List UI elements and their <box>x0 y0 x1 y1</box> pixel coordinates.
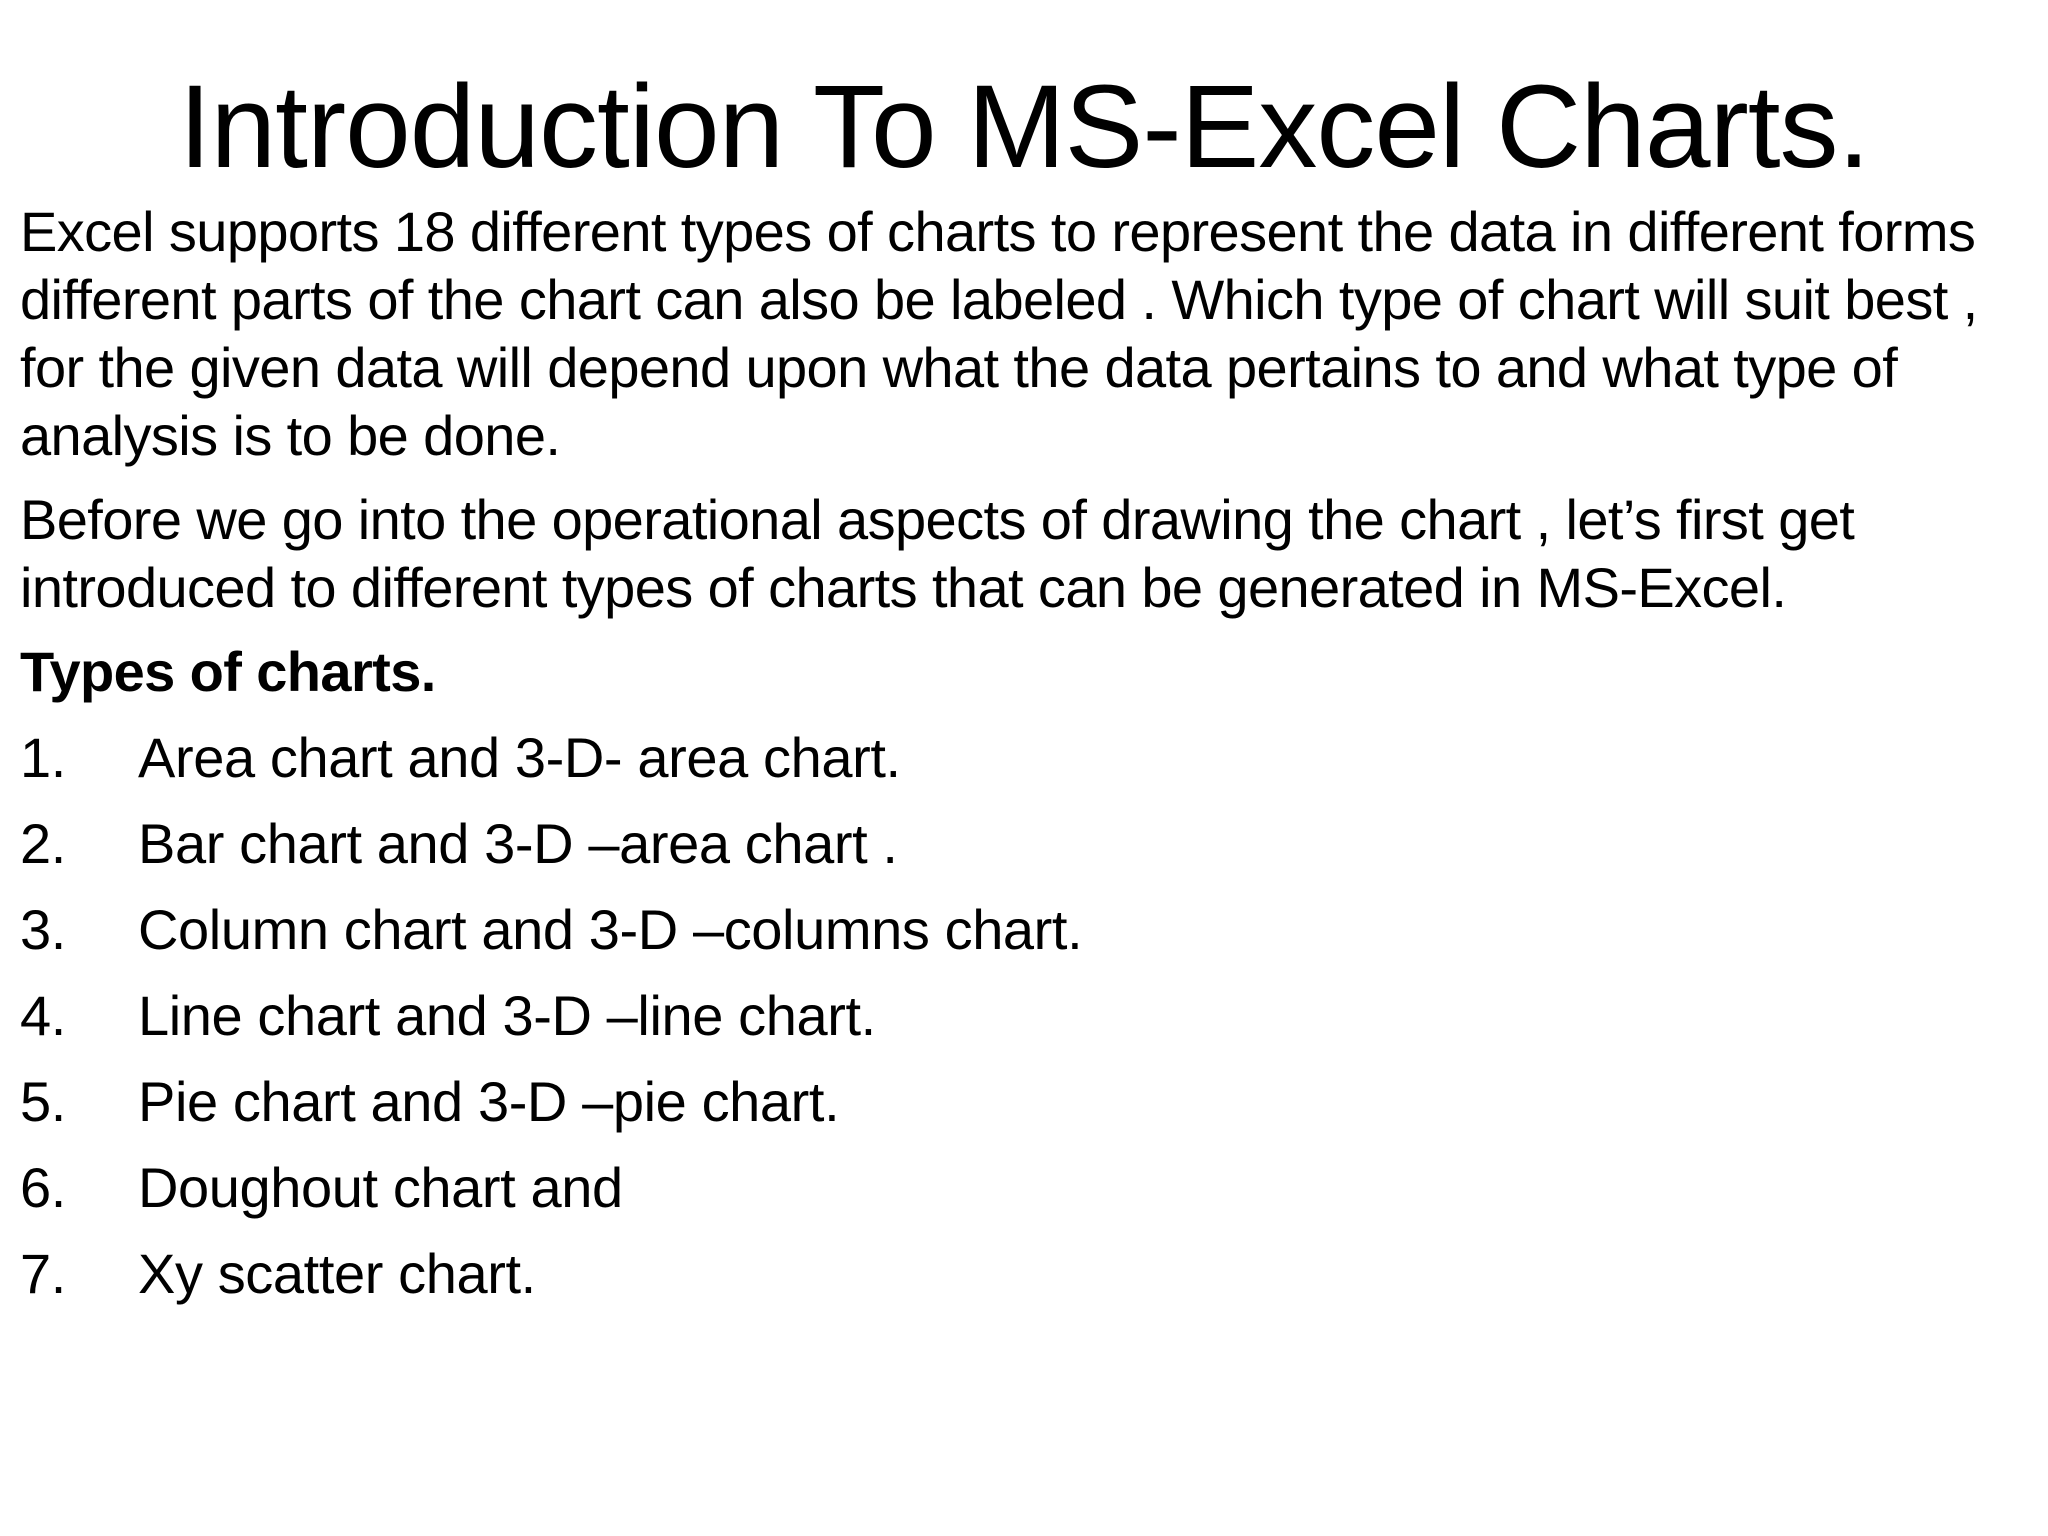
list-item <box>20 810 2020 878</box>
list-text: Bar chart and 3-D –area chart . <box>138 812 898 875</box>
list-item <box>20 724 2020 792</box>
slide-title: Introduction To MS-Excel Charts. <box>178 61 1870 193</box>
slide-body <box>20 198 2020 1326</box>
list-text: Doughout chart and <box>138 1156 623 1219</box>
context-paragraph: Before we go into the operational aspects of drawing the chart , let’s first get introduced to different types of charts that can be generated in MS-Excel. <box>20 488 1855 619</box>
list-text: Column chart and 3-D –columns chart. <box>138 898 1083 961</box>
list-number: 7. <box>20 1242 66 1305</box>
list-text: Xy scatter chart. <box>138 1242 536 1305</box>
list-number: 3. <box>20 898 66 961</box>
list-number: 5. <box>20 1070 66 1133</box>
list-number: 4. <box>20 984 66 1047</box>
list-text: Area chart and 3-D- area chart. <box>138 726 901 789</box>
list-number: 6. <box>20 1156 66 1219</box>
list-text: Line chart and 3-D –line chart. <box>138 984 876 1047</box>
list-item <box>20 1068 2020 1136</box>
list-item <box>20 982 2020 1050</box>
list-text: Pie chart and 3-D –pie chart. <box>138 1070 840 1133</box>
list-item <box>20 1240 2020 1308</box>
list-item <box>20 896 2020 964</box>
list-number: 2. <box>20 812 66 875</box>
list-number: 1. <box>20 726 66 789</box>
section-heading: Types of charts. <box>20 640 436 703</box>
chart-types-list <box>20 724 2020 1308</box>
list-item <box>20 1154 2020 1222</box>
intro-paragraph: Excel supports 18 different types of charts to represent the data in different forms different parts of the chart can also be labeled . Which type of chart will suit best , for the given data will depend upon what the data pertains to and what type of analysis is to be done. <box>20 200 1978 467</box>
